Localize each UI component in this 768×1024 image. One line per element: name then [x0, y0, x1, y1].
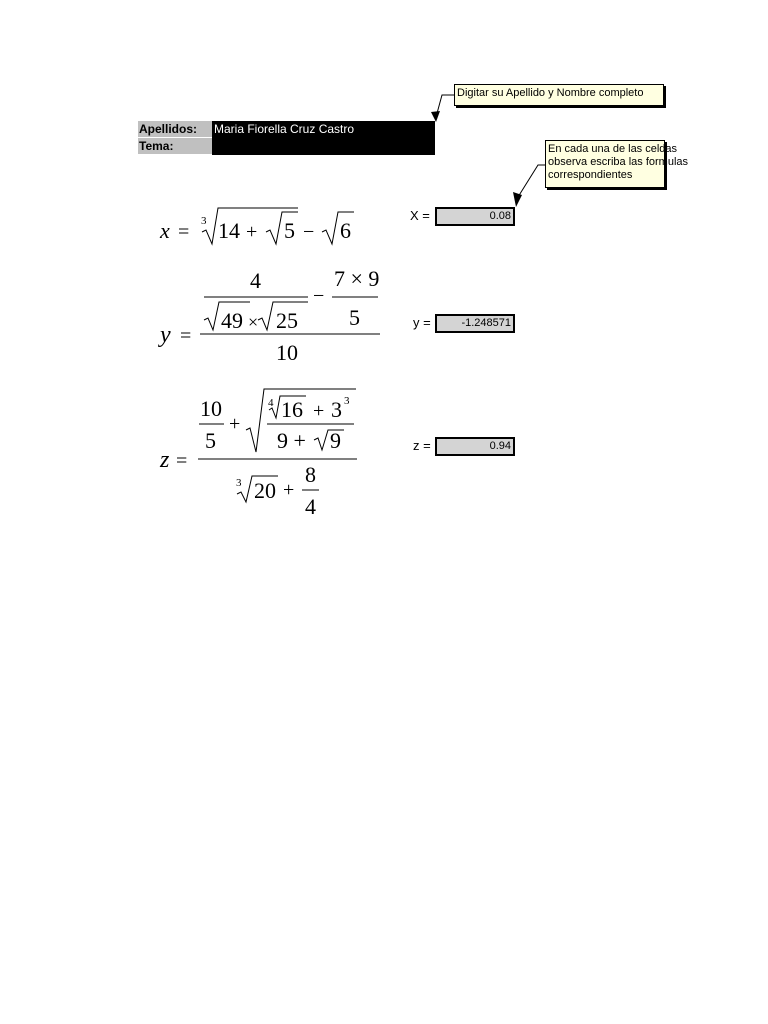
- y-times: ×: [248, 312, 259, 332]
- x-root-index: 3: [201, 215, 207, 227]
- y-var: y: [160, 322, 171, 348]
- x-op2: −: [303, 221, 315, 243]
- x-result-label: X =: [410, 208, 430, 223]
- z-var: z: [160, 447, 170, 473]
- x-var: x: [160, 218, 170, 243]
- z-eq: =: [176, 450, 188, 472]
- z-frac-den: 5: [205, 428, 216, 453]
- z-den-root-index: 3: [236, 477, 242, 489]
- formula-hint-line: correspondientes: [548, 169, 633, 181]
- z-den-frac-num: 8: [305, 462, 316, 487]
- formula-x: [150, 200, 370, 250]
- y-minus: −: [313, 285, 325, 307]
- z-pow-base: 3: [331, 397, 342, 422]
- tema-field[interactable]: [212, 138, 435, 155]
- x-eq: =: [178, 221, 190, 243]
- z-pow-exp: 3: [344, 395, 350, 407]
- formula-y: [150, 262, 390, 372]
- z-result-cell[interactable]: 0.94: [435, 437, 515, 456]
- x-op1: +: [246, 221, 258, 243]
- y-result-cell[interactable]: -1.248571: [435, 314, 515, 333]
- z-inner-den-sqrt: 9: [330, 428, 341, 453]
- formula-hint-line: En cada una de las celdas: [548, 143, 678, 155]
- y-sqrt2: 25: [276, 308, 298, 333]
- y-result-label: y =: [413, 315, 431, 330]
- y-frac2-den: 5: [349, 305, 360, 330]
- x-term2: 5: [284, 218, 295, 243]
- formula-hint-line: observa escriba las formulas: [548, 156, 689, 168]
- z-plus: +: [229, 413, 241, 435]
- x-term1: 14: [218, 218, 240, 243]
- y-sqrt1: 49: [221, 308, 243, 333]
- z-result-label: z =: [413, 438, 431, 453]
- y-frac2-num: 7 × 9: [334, 266, 380, 291]
- z-plus2: +: [313, 400, 325, 422]
- formula-hint-callout: [545, 140, 689, 188]
- z-inner-den: 9 +: [277, 428, 306, 453]
- x-result-cell[interactable]: 0.08: [435, 207, 515, 226]
- y-eq: =: [180, 325, 192, 347]
- z-den-plus: +: [283, 479, 295, 501]
- x-term3: 6: [340, 218, 351, 243]
- z-den-frac-den: 4: [305, 494, 316, 519]
- y-den: 10: [276, 340, 298, 365]
- apellidos-field[interactable]: Maria Fiorella Cruz Castro: [212, 121, 435, 138]
- z-den-root-value: 20: [254, 478, 276, 503]
- name-hint-text: Digitar su Apellido y Nombre completo: [457, 87, 644, 99]
- tema-label: Tema:: [138, 138, 212, 154]
- apellidos-label: Apellidos:: [138, 121, 212, 137]
- callout-pointers: [420, 85, 560, 215]
- z-root4-index: 4: [268, 397, 274, 409]
- formula-z: [150, 384, 390, 524]
- z-root4-value: 16: [281, 397, 303, 422]
- y-num-top: 4: [250, 268, 261, 293]
- z-frac-num: 10: [200, 396, 222, 421]
